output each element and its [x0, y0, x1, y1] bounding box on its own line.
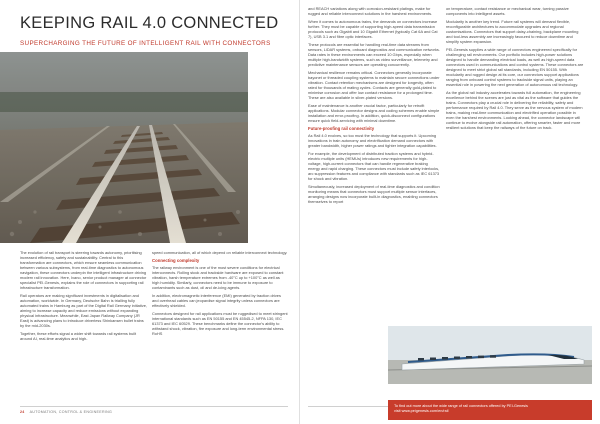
- paragraph: Modularity is another key trend. Future rail systems will demand flexible, reconfigurable architectures to accommodate upgrades and regional customisations. Connectors that support daisy-chaining, backplane mounting and tool-less assembly are increasingly favoured to reduce downtime and simplify system expansion.: [446, 19, 579, 44]
- paragraph: These protocols are essential for handling real-time data streams from sensors, LiDAR systems, onboard diagnostics and communication networks. Data rates in these environments can exceed 10 Gbps, especially when multiple high-bandwidth systems, such as video surveillance, telemetry and predictive maintenance sensors are operating concurrently.: [308, 42, 440, 67]
- paragraph: Connectors designed for rail applications must be ruggedised to meet stringent international standards such as EN 50155 and EN 45545-2, NFPA 130, IEC 61373 and IEC 60529. These benchmarks define the connector's ability to withstand shock, vibration, fire exposure and long-term environmental stress. RoHS: [152, 311, 288, 336]
- article-title: KEEPING RAIL 4.0 CONNECTED: [20, 14, 279, 32]
- paragraph: Mechanical resilience remains critical. Connectors generally incorporate bayonet or threaded coupling systems to maintain secure connections under vibration. Contact retention mechanisms are designed for longevity, often rated for thousands of mating cycles. Contacts are generally gold-plated to minimise corrosion and offer low contact resistance for a prolonged time. These are also available in silver-plated versions.: [308, 70, 440, 100]
- callout-text: To find out more about the wide range of rail connectors offered by PEI-Genesis: [394, 404, 528, 408]
- paragraph: Simultaneously, increased deployment of real-time diagnostics and condition monitoring means that connectors must support multiple sensor interfaces, arranging designs now incorporate built-in diagnostics, enabling connectors themselves to report: [308, 184, 440, 204]
- railway-tracks-image: [0, 52, 248, 243]
- column-1: [20, 250, 148, 344]
- train-photo: [388, 326, 592, 384]
- paragraph: When it comes to autonomous trains, the demands on connectors increase further. They must be capable of supporting high-speed data transmission protocols such as Gigabit and 10 Gigabit Ethernet (typically Cat 6A and Cat 7), USB 3.1 and fibre optic interfaces.: [308, 19, 438, 39]
- paragraph: In addition, electromagnetic interference (EMI) generated by traction drives and overhead cables can jeopardise signal integrity unless connectors are effectively shielded.: [152, 293, 281, 308]
- paragraph: Rail operators are making significant investments in digitalisation and automation, worldwide. In Germany, Deutsche Bahn is trialling fully automated trains in Hamburg as part of the Digital Rail Germany initiative, aiming to increase capacity and reduce emissions without expanding physical infrastructure. Meanwhile, East Japan Railway Company (JR East) is advancing plans to introduce driverless Shinkansen bullet trains by the mid-2030s.: [20, 293, 147, 328]
- paragraph: PEI-Genesis supplies a wide range of connectors engineered specifically for challenging rail environments. Our portfolio includes high-power solutions designed to handle demanding electrical loads, as well as high-speed data connectors used in communications and control systems. These connectors are designed to meet strict global rail standards, including EN 50155. With modularity and rugged design at its core, our connectors support applications ranging from onboard control systems to trackside signal units, playing an essential role in powering the next generation of autonomous rail technology.: [446, 47, 584, 87]
- paragraph: As the global rail industry accelerates towards full automation, the engineering excellence behind the scenes are just as vital as the software that guides the trains. Connectors play a crucial role in delivering the reliability, safety and performance required by Rail 4.0. They serve as the nervous system of modern trains, making real-time communication and electrified operation possible in even the harshest environments. Looking ahead, the connector landscape will continue to evolve alongside rail automation, offering smarter, faster and more resilient solutions that keep the railways of the future on track.: [446, 90, 583, 130]
- paragraph: Together, these efforts signal a wider shift towards rail systems built around AI, real-time analytics and high-: [20, 331, 137, 341]
- hero-railway-photo: [0, 52, 248, 243]
- paragraph: For example, the development of distributed traction systems and hybrid-electric multiple units (HEMUs) introduces new requirements for high-voltage, high-current connectors that can handle regenerative braking energy and rapid charging. These connectors must include safety interlocks, arc suppression features and compliance with standards such as IEC 61373 for shock and vibration.: [308, 151, 440, 181]
- column-2: [152, 250, 288, 339]
- publication-name: AUTOMATION, CONTROL & ENGINEERING: [29, 410, 113, 414]
- paragraph: The evolution of rail transport is steering towards autonomy, prioritising increased efficiency, safety and sustainability. Central to this transformation are connectors, which ensure seamless communication between various subsystems, from real-time diagnostics to autonomous navigation, these connectors underpin the intelligent infrastructure driving modern rail innovation. Here, Ivano, senior product manager at connector specialist PEI-Genesis, explains the role of connectors in supporting rail infrastructure transformation.: [20, 250, 147, 290]
- article-subtitle: SUPERCHARGING THE FUTURE OF INTELLIGENT RAIL WITH CONNECTORS: [20, 40, 271, 47]
- paragraph: on temperature, contact resistance or mechanical wear, turning passive components into intelligent assets.: [446, 6, 569, 16]
- paragraph: The railway environment is one of the most severe conditions for electrical interconnects. Rolling stock and trackside hardware are exposed to constant vibration, harsh temperature extremes from -40°C up to +100°C as well as high humidity. Similarly, connectors need to be immune to exposure to contaminants such as dust, oil and de-icing agents.: [152, 265, 284, 290]
- column-4: [446, 6, 584, 133]
- high-speed-train-image: [388, 326, 592, 384]
- rail-connectors-link[interactable]: visit www.peigenesis.com/en/rail: [394, 409, 449, 413]
- footer-rule: [20, 406, 288, 407]
- footer-left: [20, 410, 112, 414]
- more-info-callout: [388, 400, 592, 420]
- paragraph: As Rail 4.0 evolves, so too must the technology that supports it. Upcoming innovations in train autonomy and electrification demand connectors with greater bandwidth, higher power ratings and tighter integration capabilities.: [308, 133, 437, 148]
- section-heading: Connecting complexity: [152, 258, 200, 263]
- section-heading: Future-proofing rail connectivity: [308, 126, 375, 131]
- paragraph: speed communication, all of which depend on reliable interconnect technology.: [152, 250, 288, 255]
- page-number: 24: [20, 410, 25, 414]
- column-3: [308, 6, 440, 207]
- paragraph: Ease of maintenance is another crucial factor, particularly for retrofit applications. Modular connector designs and coding schemes enable simple installation and error-proofing. In addition, quick-disconnect configurations ensure quick field-servicing with minimal downtime.: [308, 103, 440, 123]
- paragraph: and REACH variations along with corrosion-resistant platings, make for rugged and reliable interconnect solutions in the harshest environments.: [308, 6, 433, 16]
